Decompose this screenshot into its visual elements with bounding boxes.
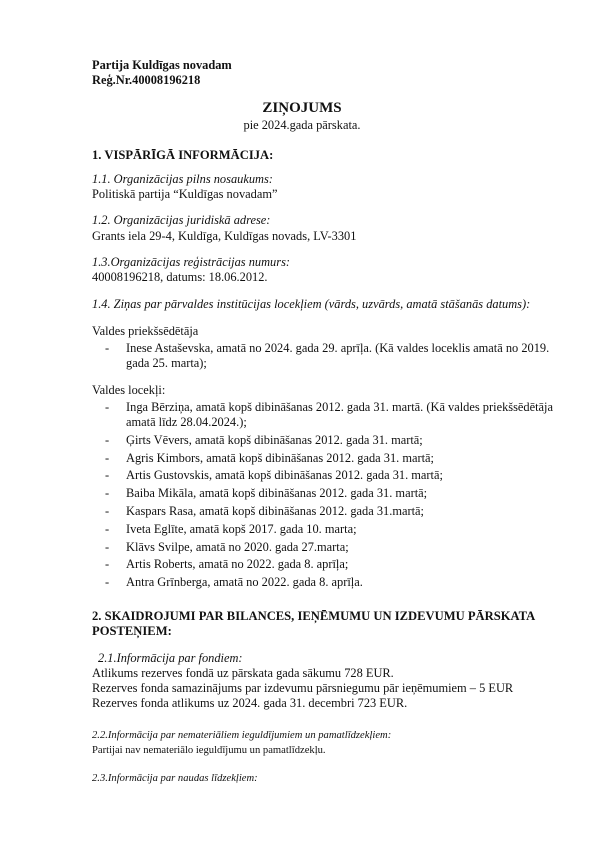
- list-dash: -: [105, 451, 110, 465]
- member-line: Artis Roberts, amatā no 2022. gada 8. aprīļa;: [126, 557, 349, 571]
- list-dash: -: [105, 468, 110, 482]
- member-line: Klāvs Svilpe, amatā no 2020. gada 27.marta;: [126, 540, 349, 554]
- registration-value: 40008196218, datums: 18.06.2012.: [92, 270, 268, 284]
- funds-line: Atlikums rezerves fondā uz pārskata gada sākumu 728 EUR.: [92, 666, 394, 680]
- member-line: Ģirts Vēvers, amatā kopš dibināšanas 2012. gada 31. martā;: [126, 433, 423, 447]
- cash-label: 2.3.Informācija par naudas līdzekļiem:: [92, 773, 258, 784]
- funds-line: Rezerves fonda atlikums uz 2024. gada 31. decembri 723 EUR.: [92, 696, 408, 710]
- list-dash: -: [105, 557, 110, 571]
- document-title: ZIŅOJUMS: [262, 100, 342, 116]
- registration-number: Reģ.Nr.40008196218: [92, 73, 201, 87]
- section-2-heading-line-1: 2. SKAIDROJUMI PAR BILANCES, IEŅĒMUMU UN IZDEVUMU PĀRSKATA: [92, 609, 536, 623]
- list-dash: -: [105, 433, 110, 447]
- funds-line: Rezerves fonda samazinājums par izdevumu pārsniegumu pār ieņēmumiem – 5 EUR: [92, 681, 514, 695]
- chair-label: Valdes priekšsēdētāja: [92, 324, 199, 338]
- list-dash: -: [105, 400, 110, 414]
- address-label: 1.2. Organizācijas juridiskā adrese:: [92, 213, 271, 227]
- member-line: Iveta Eglīte, amatā kopš 2017. gada 10. marta;: [126, 522, 357, 536]
- member-line: Artis Gustovskis, amatā kopš dibināšanas 2012. gada 31. martā;: [126, 468, 443, 482]
- board-label: 1.4. Ziņas par pārvaldes institūcijas locekļiem (vārds, uzvārds, amatā stāšanās datums):: [92, 297, 531, 311]
- list-dash: -: [105, 575, 110, 589]
- members-label: Valdes locekļi:: [92, 383, 166, 397]
- list-dash: -: [105, 522, 110, 536]
- chair-line-2: gada 25. marta);: [126, 356, 207, 370]
- member-line: Kaspars Rasa, amatā kopš dibināšanas 2012. gada 31.martā;: [126, 504, 424, 518]
- member-line: Baiba Mikāla, amatā kopš dibināšanas 2012. gada 31. martā;: [126, 486, 428, 500]
- member-line: Inga Bērziņa, amatā kopš dibināšanas 2012. gada 31. martā. (Kā valdes priekšsēdētāja: [126, 400, 553, 414]
- list-dash: -: [105, 504, 110, 518]
- intangible-assets-label: 2.2.Informācija par nemateriāliem ieguldījumiem un pamatlīdzekļiem:: [92, 730, 392, 741]
- funds-label: 2.1.Informācija par fondiem:: [98, 651, 243, 665]
- intangible-assets-value: Partijai nav nemateriālo ieguldījumu un pamatlīdzekļu.: [92, 745, 326, 756]
- full-name-label: 1.1. Organizācijas pilns nosaukums:: [92, 172, 273, 186]
- section-1-heading: 1. VISPĀRĪGĀ INFORMĀCIJA:: [92, 148, 274, 162]
- chair-line-1: Inese Astaševska, amatā no 2024. gada 29. aprīļa. (Kā valdes loceklis amatā no 2019.: [126, 341, 550, 355]
- list-dash: -: [105, 341, 110, 355]
- list-dash: -: [105, 486, 110, 500]
- full-name-value: Politiskā partija “Kuldīgas novadam”: [92, 187, 278, 201]
- member-line-continued: amatā līdz 28.04.2024.);: [126, 415, 247, 429]
- section-2-heading-line-2: POSTEŅIEM:: [92, 624, 172, 638]
- member-line: Agris Kimbors, amatā kopš dibināšanas 2012. gada 31. martā;: [126, 451, 434, 465]
- party-name: Partija Kuldīgas novadam: [92, 58, 232, 72]
- address-value: Grants iela 29-4, Kuldīga, Kuldīgas novads, LV-3301: [92, 229, 357, 243]
- list-dash: -: [105, 540, 110, 554]
- registration-label: 1.3.Organizācijas reģistrācijas numurs:: [92, 255, 291, 269]
- member-line: Antra Grīnberga, amatā no 2022. gada 8. aprīļa.: [126, 575, 363, 589]
- document-subtitle: pie 2024.gada pārskata.: [243, 118, 361, 132]
